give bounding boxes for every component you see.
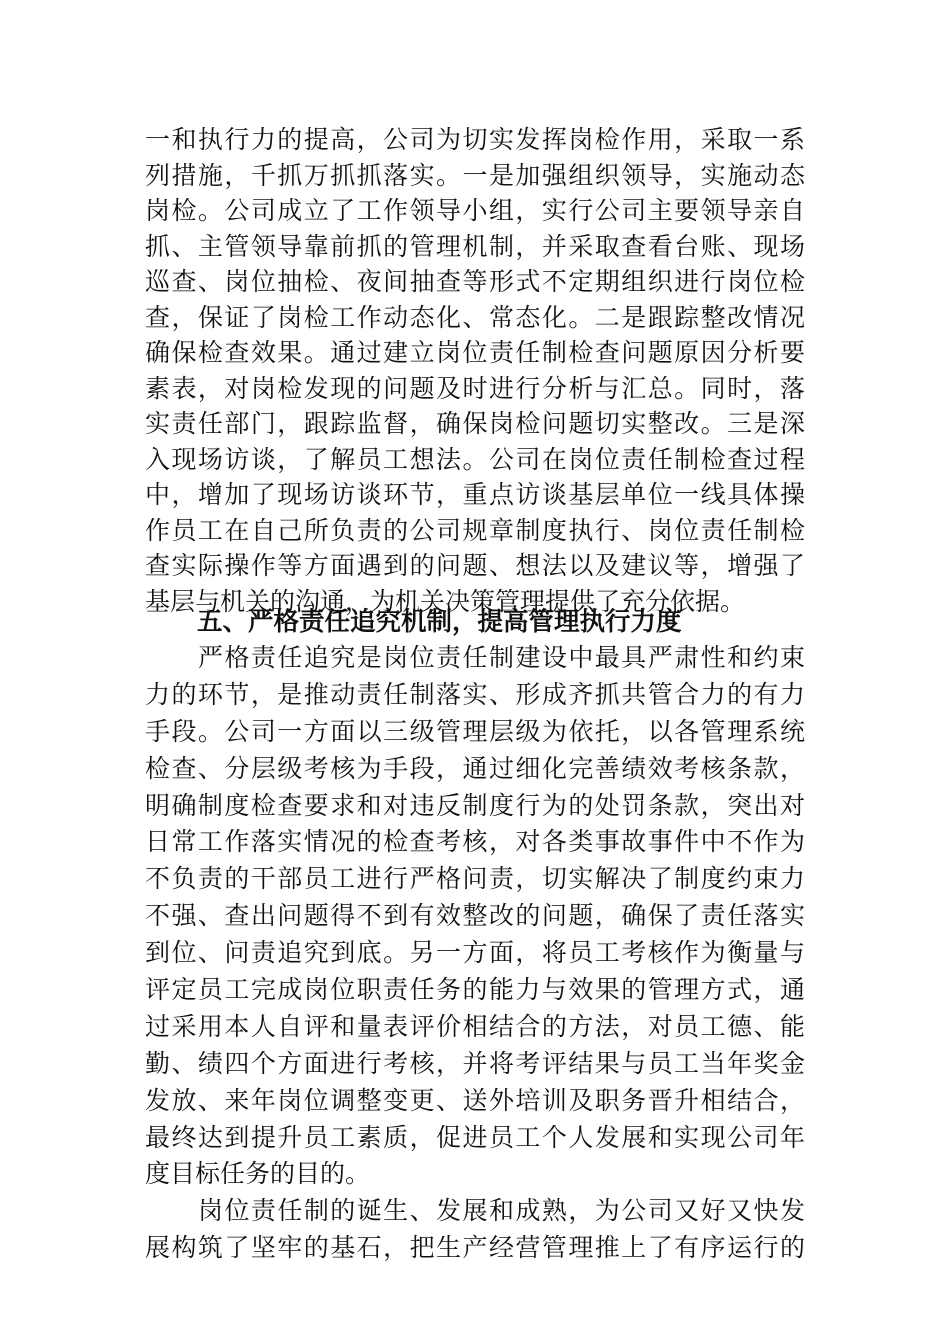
- text-line: 展构筑了坚牢的基石，把生产经营管理推上了有序运行的: [145, 1233, 805, 1263]
- text-line: 不负责的干部员工进行严格问责，切实解决了制度约束力: [145, 864, 805, 894]
- text-line: 查实际操作等方面遇到的问题、想法以及建议等，增强了: [145, 551, 805, 580]
- text-line: 严格责任追究是岗位责任制建设中最具严肃性和约束: [198, 643, 805, 672]
- paragraph-1: [145, 122, 805, 619]
- text-line: 勤、绩四个方面进行考核，并将考评结果与员工当年奖金: [145, 1048, 805, 1078]
- text-line: 中，增加了现场访谈环节，重点访谈基层单位一线具体操: [145, 480, 805, 509]
- paragraph-2-3: [145, 640, 805, 1267]
- text-line: 素表，对岗检发现的问题及时进行分析与汇总。同时，落: [145, 373, 805, 403]
- text-line: 基层与机关的沟通，为机关决策管理提供了充分依据。: [145, 586, 746, 616]
- text-line: 发放、来年岗位调整变更、送外培训及职务晋升相结合，: [145, 1085, 805, 1115]
- text-line: 日常工作落实情况的检查考核，对各类事故事件中不作为: [145, 827, 805, 857]
- text-line: 力的环节，是推动责任制落实、形成齐抓共管合力的有力: [145, 679, 805, 709]
- text-line: 检查、分层级考核为手段，通过细化完善绩效考核条款，: [145, 753, 805, 783]
- text-line: 最终达到提升员工素质，促进员工个人发展和实现公司年: [145, 1122, 805, 1152]
- text-line: 手段。公司一方面以三级管理层级为依托，以各管理系统: [145, 716, 805, 746]
- text-line: 作员工在自己所负责的公司规章制度执行、岗位责任制检: [145, 515, 805, 545]
- text-line: 入现场访谈，了解员工想法。公司在岗位责任制检查过程: [145, 444, 805, 474]
- text-line: 确保检查效果。通过建立岗位责任制检查问题原因分析要: [145, 338, 805, 367]
- text-line: 一和执行力的提高，公司为切实发挥岗检作用，采取一系: [145, 125, 805, 154]
- text-line: 过采用本人自评和量表评价相结合的方法，对员工德、能: [145, 1011, 805, 1041]
- text-line: 岗位责任制的诞生、发展和成熟，为公司又好又快发: [198, 1196, 805, 1226]
- text-line: 抓、主管领导靠前抓的管理机制，并采取查看台账、现场: [145, 231, 805, 261]
- text-line: 到位、问责追究到底。另一方面，将员工考核作为衡量与: [145, 938, 805, 968]
- text-line: 查，保证了岗检工作动态化、常态化。二是跟踪整改情况: [145, 302, 805, 332]
- text-line: 明确制度检查要求和对违反制度行为的处罚条款，突出对: [145, 790, 805, 820]
- section-heading: 五、严格责任追究机制，提高管理执行力度: [197, 607, 682, 637]
- text-line: 度目标任务的目的。: [145, 1159, 371, 1189]
- text-line: 岗检。公司成立了工作领导小组，实行公司主要领导亲自: [145, 196, 805, 225]
- text-line: 巡查、岗位抽检、夜间抽查等形式不定期组织进行岗位检: [145, 267, 805, 296]
- text-line: 列措施，千抓万抓抓落实。一是加强组织领导，实施动态: [145, 160, 805, 190]
- text-line: 实责任部门，跟踪监督，确保岗检问题切实整改。三是深: [145, 409, 805, 438]
- text-line: 评定员工完成岗位职责任务的能力与效果的管理方式，通: [145, 975, 805, 1005]
- text-line: 不强、查出问题得不到有效整改的问题，确保了责任落实: [145, 901, 805, 931]
